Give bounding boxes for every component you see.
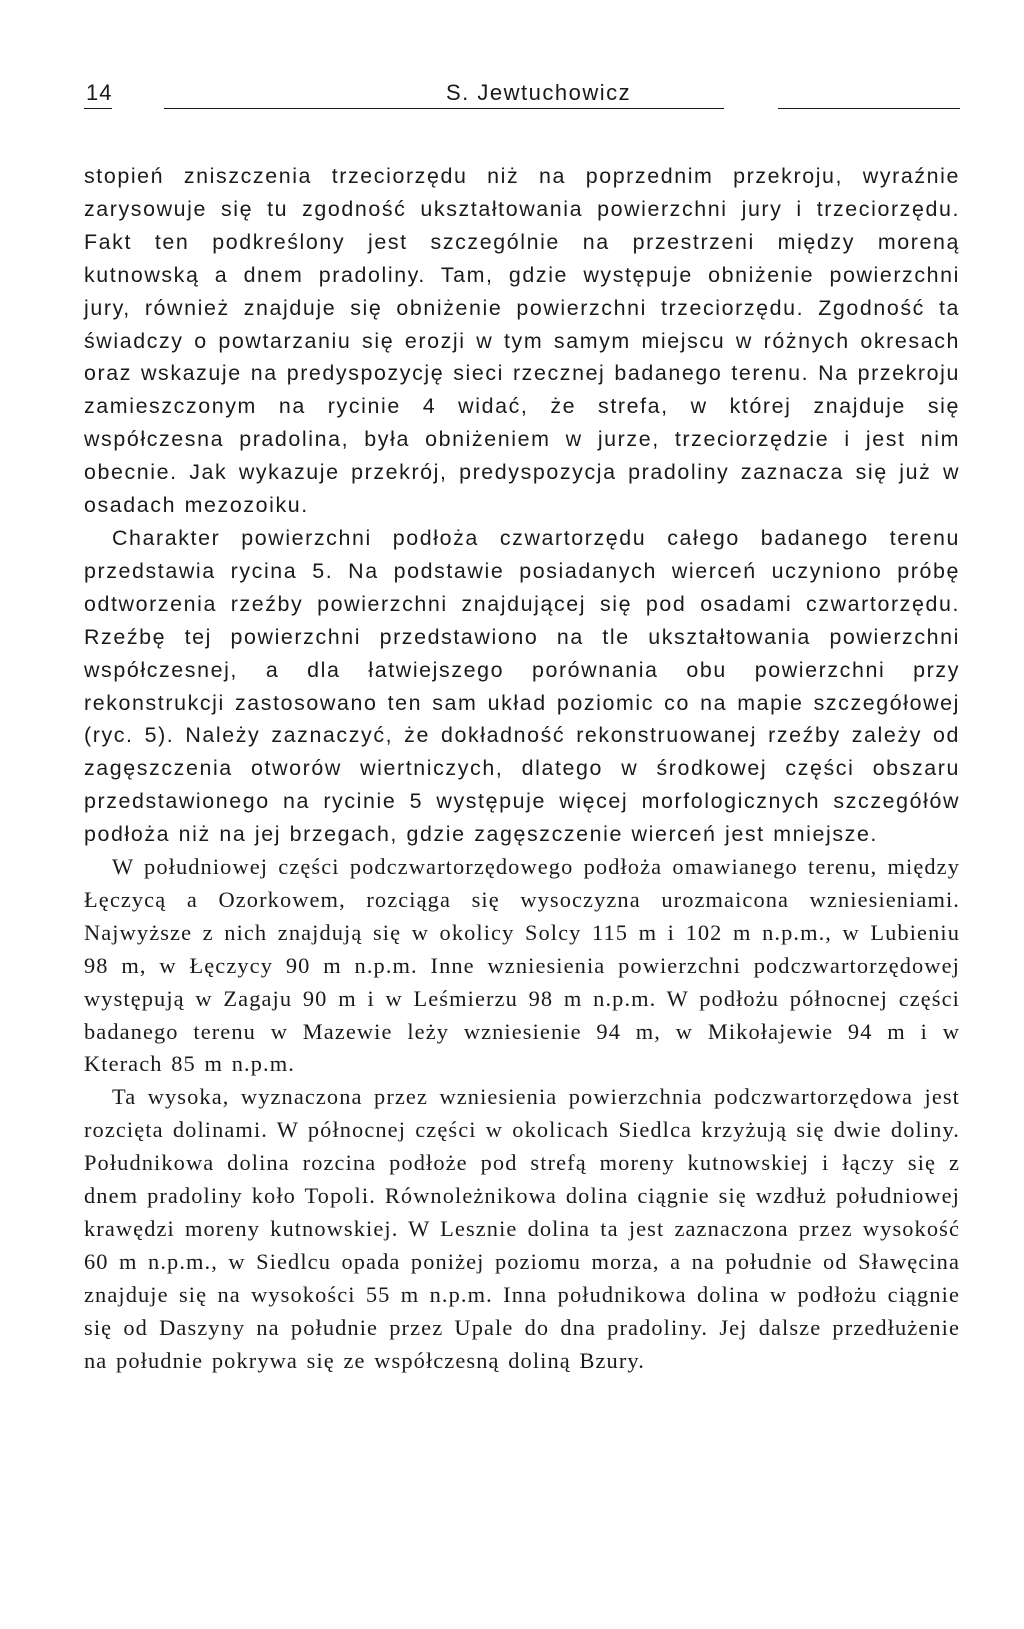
header-rule — [778, 108, 960, 109]
header-rule — [84, 108, 112, 109]
paragraph: Ta wysoka, wyznaczona przez wzniesienia powierzchnia podczwartorzędowa jest rozcięta dolinami. W północnej części w okolicach Siedlca krzyżują się dwie doliny. Południkowa dolina rozcina podłoże pod strefą moreny kutnowskiej i łączy się z dnem pradoliny koło Topoli. Równoleżnikowa dolina ciągnie się wzdłuż południowej krawędzi moreny kutnowskiej. W Lesznie dolina ta jest zaznaczona przez wysokość 60 m n.p.m., w Siedlcu opada poniżej poziomu morza, a na południe od Sławęcina znajduje się na wysokości 55 m n.p.m. Inna południkowa dolina w podłożu ciągnie się od Daszyny na południe przez Upale do dna pradoliny. Jej dalsze przedłużenie na południe pokrywa się ze współczesną doliną Bzury. — [84, 1084, 960, 1373]
page-number: 14 — [86, 80, 113, 105]
running-head: S. Jewtuchowicz — [446, 80, 632, 105]
body-text — [84, 160, 960, 1378]
header-rule — [164, 108, 724, 109]
paragraph: W południowej części podczwartorzędowego podłoża omawianego terenu, między Łęczycą a Ozorkowem, rozciąga się wysoczyzna urozmaicona wzniesieniami. Najwyższe z nich znajdują się w okolicy Solcy 115 m i 102 m n.p.m., w Lubieniu 98 m, w Łęczycy 90 m n.p.m. Inne wzniesienia powierzchni podczwartorzędowej występują w Zagaju 90 m i w Leśmierzu 98 m n.p.m. W podłożu północnej części badanego terenu w Mazewie leży wzniesienie 94 m, w Mikołajewie 94 m i w Kterach 85 m n.p.m. — [84, 854, 960, 1077]
book-page — [84, 70, 960, 1378]
page-header — [84, 70, 960, 110]
paragraph: Charakter powierzchni podłoża czwartorzędu całego badanego terenu przedstawia rycina 5. Na podstawie posiadanych wierceń uczyniono próbę odtworzenia rzeźby powierzchni znajdującej się pod osadami czwartorzędu. Rzeźbę tej powierzchni przedstawiono na tle ukształtowania powierzchni współczesnej, a dla łatwiejszego porównania obu powierzchni przy rekonstrukcji zastosowano ten sam układ poziomic co na mapie szczegółowej (ryc. 5). Należy zaznaczyć, że dokładność rekonstruowanej rzeźby zależy od zagęszczenia otworów wiertniczych, dlatego w środkowej części obszaru przedstawionego na rycinie 5 występuje więcej morfologicznych szczegółów podłoża niż na jej brzegach, gdzie zagęszczenie wierceń jest mniejsze. — [84, 525, 960, 847]
paragraph: stopień zniszczenia trzeciorzędu niż na poprzednim przekroju, wyraźnie zarysowuje się tu zgodność ukształtowania powierzchni jury i trzeciorzędu. Fakt ten podkreślony jest szczególnie na przestrzeni między moreną kutnowską a dnem pradoliny. Tam, gdzie występuje obniżenie powierzchni jury, również znajduje się obniżenie powierzchni trzeciorzędu. Zgodność ta świadczy o powtarzaniu się erozji w tym samym miejscu w różnych okresach oraz wskazuje na predyspozycję sieci rzecznej badanego terenu. Na przekroju zamieszczonym na rycinie 4 widać, że strefa, w której znajduje się współczesna pradolina, była obniżeniem w jurze, trzeciorzędzie i jest nim obecnie. Jak wykazuje przekrój, predyspozycja pradoliny zaznacza się już w osadach mezozoiku. — [84, 164, 960, 518]
